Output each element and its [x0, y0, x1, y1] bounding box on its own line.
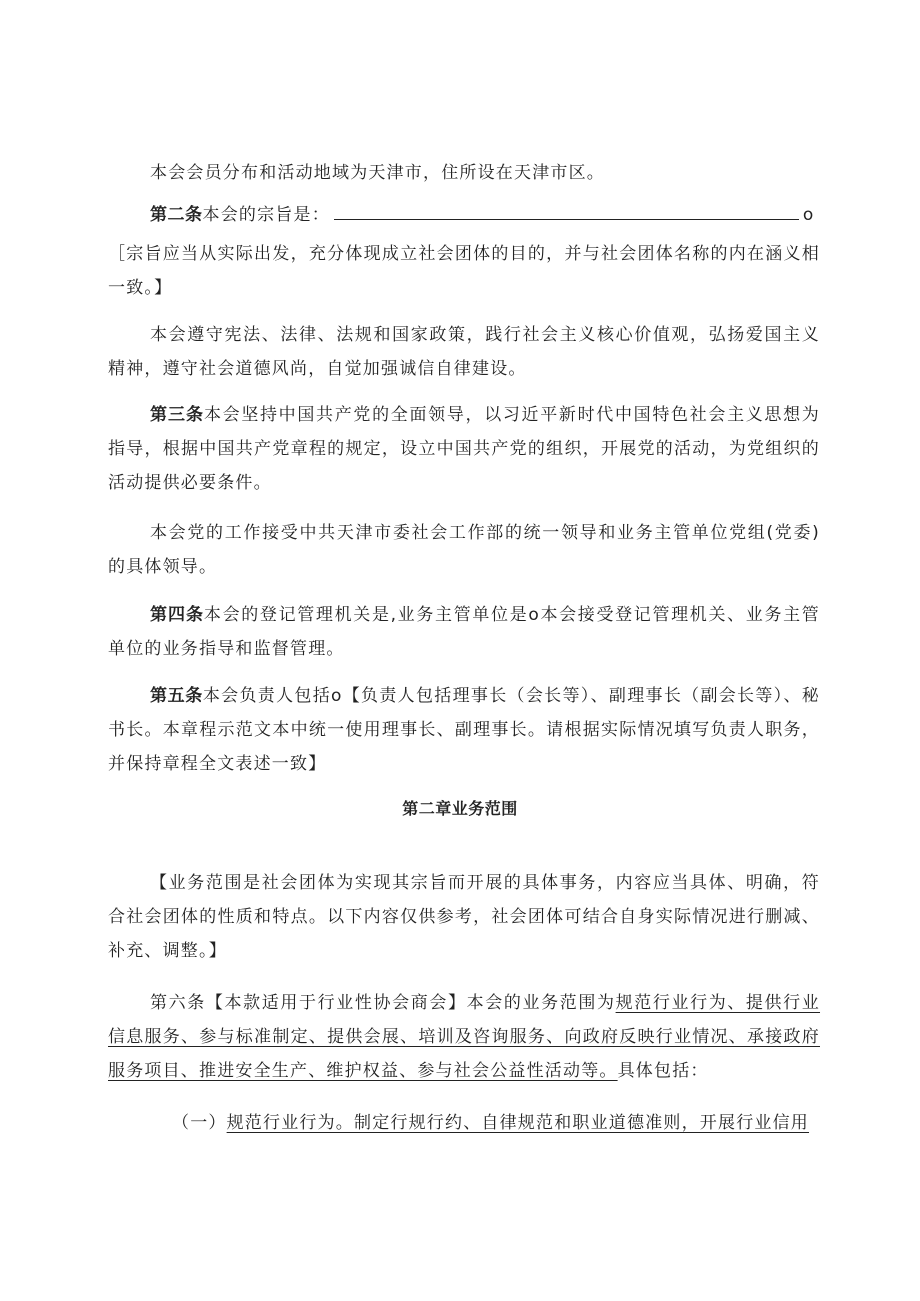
chapter-2-title: 第二章业务范围	[402, 799, 518, 818]
note-purpose: ［宗旨应当从实际出发，充分体现成立社会团体的目的，并与社会团体名称的内在涵义相一致。】	[108, 244, 820, 298]
article-2-text: 本会的宗旨是：	[202, 205, 330, 225]
article-2-end: o	[802, 205, 815, 225]
article-6-note: 【本款适用于行业性协会商会】本会的业务范围为	[205, 993, 616, 1013]
article-6-tail: 具体包括：	[617, 1061, 709, 1081]
paragraph-region-domicile: 本会会员分布和活动地域为天津市，住所设在天津市区。	[150, 163, 605, 183]
article-6-business-scope	[108, 986, 820, 1088]
article-2-label: 第二条	[150, 205, 203, 225]
article-4-text: 本会的登记管理机关是,业务主管单位是o本会接受登记管理机关、业务主管单位的业务指导和监督管理。	[108, 605, 821, 659]
article-6-scope-list: 规范行业行为、提供行业信息服务、参与标准制定、提供会展、培训及咨询服务、向政府反映行业情况、承接政府服务项目、推进安全生产、维护权益、参与社会公益性活动等。	[108, 993, 821, 1081]
article-3-text: 本会坚持中国共产党的全面领导，以习近平新时代中国特色社会主义思想为指导，根据中国共产党章程的规定，设立中国共产党的组织，开展党的活动，为党组织的活动提供必要条件。	[108, 405, 820, 493]
article-5-label: 第五条	[150, 686, 203, 706]
item-1	[108, 1106, 820, 1140]
article-4-label: 第四条	[150, 605, 204, 625]
article-4-registration	[108, 598, 820, 666]
article-3-label: 第三条	[150, 405, 204, 425]
article-5-responsible-persons	[108, 679, 820, 781]
article-5-text: 本会负责人包括o【负责人包括理事长（会长等）、副理事长（副会长等）、秘书长。本章程示范文本中统一使用理事长、副理事长。请根据实际情况填写负责人职务，并保持章程全文表述一致】	[108, 686, 821, 774]
purpose-blank-line	[334, 205, 799, 220]
item-1-text: 规范行业行为。制定行规行约、自律规范和职业道德准则，开展行业信用	[226, 1113, 810, 1133]
article-2-purpose	[108, 198, 820, 232]
item-1-number: （一）	[172, 1113, 227, 1133]
paragraph-party-work: 本会党的工作接受中共天津市委社会工作部的统一领导和业务主管单位党组(党委)的具体领导。	[108, 523, 820, 577]
paragraph-obey-law: 本会遵守宪法、法律、法规和国家政策，践行社会主义核心价值观，弘扬爱国主义精神，遵守社会道德风尚，自觉加强诚信自律建设。	[108, 325, 820, 379]
note-business-scope: 【业务范围是社会团体为实现其宗旨而开展的具体事务，内容应当具体、明确，符合社会团体的性质和特点。以下内容仅供参考，社会团体可结合自身实际情况进行删减、补充、调整。】	[108, 873, 820, 961]
article-6-label: 第六条	[150, 993, 206, 1013]
article-3-party-leadership	[108, 398, 820, 500]
